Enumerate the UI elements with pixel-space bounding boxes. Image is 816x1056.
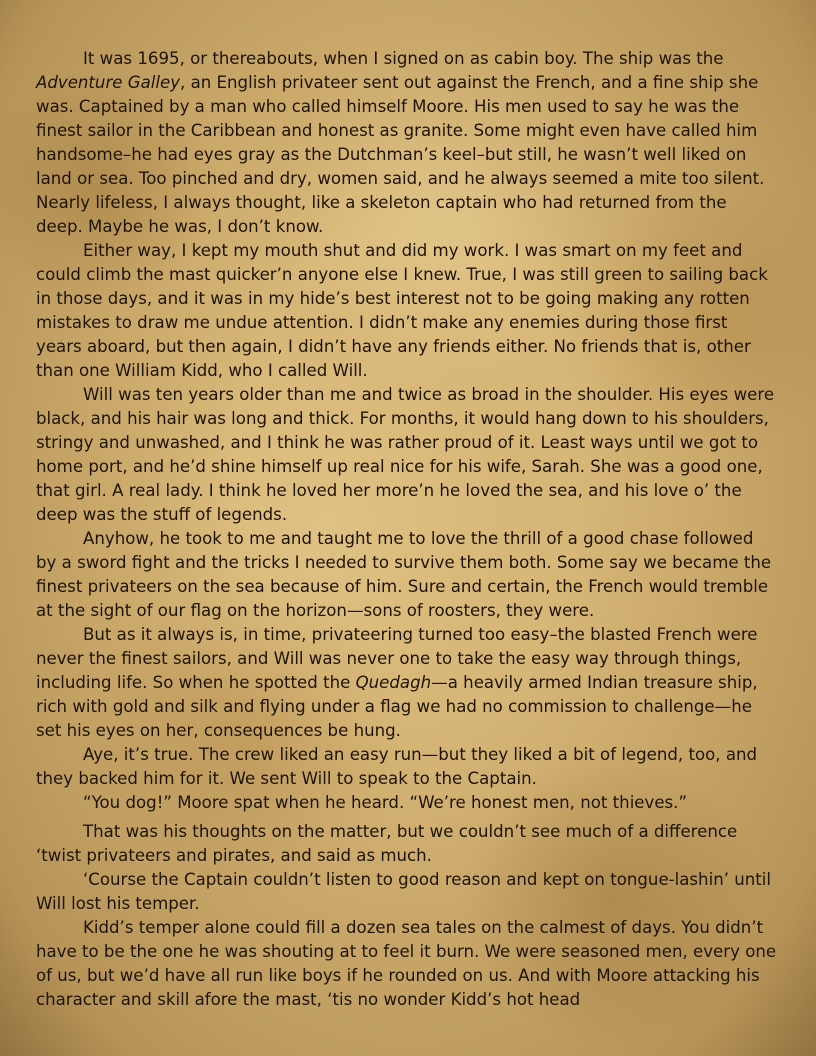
paragraph-text: Either way, I kept my mouth shut and did my work. I was smart on my feet and could climb the mast quicker’n anyone else I knew. True, I was still green to sailing back in those days, and it was in my hide’s best interest not to be going making any rotten mistakes to draw me undue attention. I didn’t make any enemies during those first years aboard, but then again, I didn’t have any friends either. No friends that is, other than one William Kidd, who I called Will. xyxy=(36,241,768,380)
paragraph-10 xyxy=(36,916,778,1012)
ship-name-quedagh: Quedagh xyxy=(355,673,432,692)
paragraph-text: That was his thoughts on the matter, but we couldn’t see much of a difference ‘twist privateers and pirates, and said as much. xyxy=(36,822,738,865)
paragraph-text: Kidd’s temper alone could fill a dozen sea tales on the calmest of days. You didn’t have to be the one he was shouting at to feel it burn. We were seasoned men, every one of us, but we’d have all run like boys if he rounded on us. And with Moore attacking his character and skill afore the mast, ‘tis no wonder Kidd’s hot head xyxy=(36,918,777,1009)
paragraph-text: Aye, it’s true. The crew liked an easy run—but they liked a bit of legend, too, and they backed him for it. We sent Will to speak to the Captain. xyxy=(36,745,758,788)
paragraph-6 xyxy=(36,743,778,791)
paragraph-text: It was 1695, or thereabouts, when I signed on as cabin boy. The ship was the xyxy=(83,49,724,68)
paragraph-text: , an English privateer sent out against the French, and a fine ship she was. Captained by a man who called himself Moore. His men used to say he was the finest sailor in the Caribbean and honest as granite. Some might even have called him handsome–he had eyes gray as the Dutchman’s keel–but still, he wasn’t well liked on land or sea. Too pinched and dry, women said, and he always seemed a mite too silent. Nearly lifeless, I always thought, like a skeleton captain who had returned from the deep. Maybe he was, I don’t know. xyxy=(36,73,765,236)
paragraph-text: But as it always is, in time, privateering turned too easy–the blasted French were never the finest sailors, and Will was never one to take the easy way through things, including life. So when he spotted the xyxy=(36,625,758,692)
paragraph-3 xyxy=(36,383,778,527)
paragraph-7 xyxy=(36,791,778,815)
paragraph-text: ‘Course the Captain couldn’t listen to good reason and kept on tongue-lashin’ until Will lost his temper. xyxy=(36,870,772,913)
paragraph-text: “You dog!” Moore spat when he heard. “We’re honest men, not thieves.” xyxy=(83,793,688,812)
paragraph-8 xyxy=(36,820,778,868)
paragraph-4 xyxy=(36,527,778,623)
story-page xyxy=(36,47,778,1012)
paragraph-text: —a heavily armed Indian treasure ship, rich with gold and silk and flying under a flag we had no commission to challenge—he set his eyes on her, consequences be hung. xyxy=(36,673,758,740)
paragraph-1 xyxy=(36,47,778,239)
ship-name-adventure-galley: Adventure Galley xyxy=(36,73,181,92)
paragraph-9 xyxy=(36,868,778,916)
paragraph-text: Will was ten years older than me and twice as broad in the shoulder. His eyes were black, and his hair was long and thick. For months, it would hang down to his shoulders, stringy and unwashed, and I think he was rather proud of it. Least ways until we got to home port, and he’d shine himself up real nice for his wife, Sarah. She was a good one, that girl. A real lady. I think he loved her more’n he loved the sea, and his love o’ the deep was the stuff of legends. xyxy=(36,385,775,524)
paragraph-text: Anyhow, he took to me and taught me to love the thrill of a good chase followed by a sword fight and the tricks I needed to survive them both. Some say we became the finest privateers on the sea because of him. Sure and certain, the French would tremble at the sight of our flag on the horizon—sons of roosters, they were. xyxy=(36,529,772,620)
paragraph-2 xyxy=(36,239,778,383)
paragraph-5 xyxy=(36,623,778,743)
